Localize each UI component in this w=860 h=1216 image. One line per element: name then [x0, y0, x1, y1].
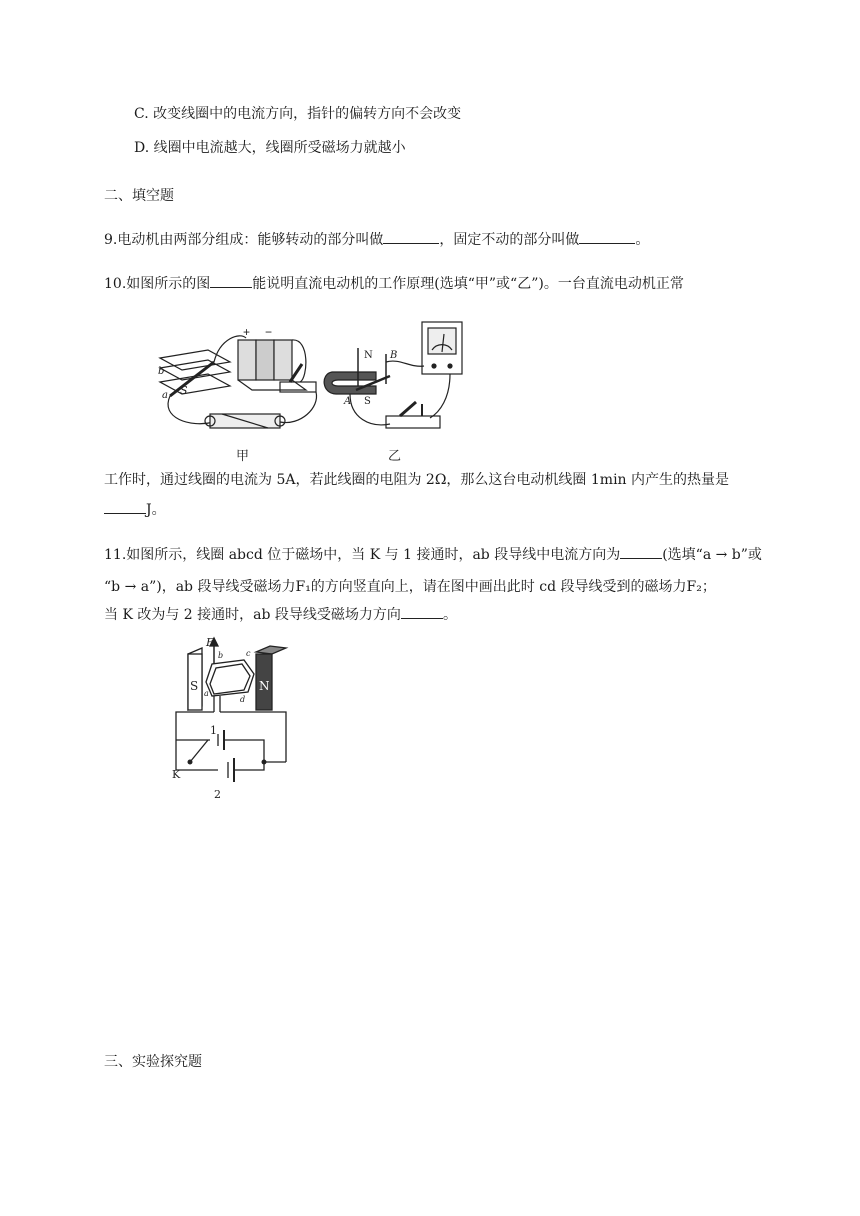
jia-label-b: b	[158, 366, 165, 377]
label-N: N	[259, 679, 270, 693]
q11-figure-svg	[168, 634, 298, 804]
q11-text-1a: 11.如图所示，线圈 abcd 位于磁场中，当 K 与 1 接通时，ab 段导线中电流方向为	[104, 547, 621, 563]
q10-figure-svg	[150, 318, 470, 466]
question-9	[104, 229, 649, 250]
question-11-line-1	[104, 544, 762, 565]
jia-label-a: a	[162, 390, 168, 401]
figure-label-yi: 乙	[388, 449, 402, 464]
question-10-line-3	[104, 499, 166, 520]
question-11-line-2: “b → a”)，ab 段导线受磁场力F₁的方向竖直向上，请在图中画出此时 cd 段导线受到的磁场力F₂；	[104, 579, 716, 595]
figure-label-jia: 甲	[236, 449, 250, 464]
q11-blank-2[interactable]	[401, 604, 443, 619]
option-d: D. 线圈中电流越大，线圈所受磁场力就越小	[134, 140, 406, 156]
yi-label-B: B	[390, 350, 398, 361]
question-11-line-3	[104, 604, 457, 625]
q10-text-2: 能说明直流电动机的工作原理(选填“甲”或“乙”)。一台直流电动机正常	[252, 276, 684, 292]
q11-text-3b: 。	[442, 607, 457, 623]
label-d: d	[240, 695, 246, 704]
q10-text-1: 10.如图所示的图	[104, 276, 211, 292]
question-10-line-2: 工作时，通过线圈的电流为 5A，若此线圈的电阻为 2Ω，那么这台电动机线圈 1min 内产生的热量是	[104, 472, 730, 488]
label-F: F	[206, 636, 214, 649]
q9-blank-2[interactable]	[579, 229, 635, 244]
label-a: a	[204, 689, 209, 698]
label-1: 1	[210, 724, 217, 737]
question-10-line-1	[104, 273, 684, 294]
q9-text-3: 。	[635, 232, 650, 248]
yi-label-N: N	[364, 350, 373, 361]
label-S: S	[190, 679, 199, 693]
label-b: b	[218, 651, 224, 660]
q9-blank-1[interactable]	[383, 229, 439, 244]
q10-figure	[150, 318, 470, 466]
q9-text-1: 9.电动机由两部分组成：能够转动的部分叫做	[104, 232, 384, 248]
battery-plus-label: +	[243, 325, 251, 339]
q10-blank-2[interactable]	[104, 499, 146, 514]
yi-label-S: S	[364, 396, 371, 407]
jia-label-S: S	[180, 384, 188, 397]
q11-figure	[168, 634, 298, 804]
q11-text-1b: (选填“a → b”或	[662, 547, 762, 563]
section-experiment-heading: 三、实验探究题	[104, 1054, 202, 1070]
q9-text-2: ，固定不动的部分叫做	[439, 232, 580, 248]
label-2: 2	[214, 788, 221, 801]
q10-blank-1[interactable]	[210, 273, 252, 288]
battery-minus-label: −	[265, 325, 273, 339]
jia-apparatus	[160, 336, 317, 428]
q10-text-4: J。	[146, 502, 166, 518]
section-fill-heading: 二、填空题	[104, 188, 174, 204]
yi-label-A: A	[344, 396, 352, 407]
q11-blank-1[interactable]	[620, 544, 662, 559]
option-c: C. 改变线圈中的电流方向，指针的偏转方向不会改变	[134, 106, 462, 122]
label-K: K	[172, 768, 181, 781]
label-c: c	[246, 649, 251, 658]
yi-apparatus	[324, 322, 462, 428]
q11-text-3a: 当 K 改为与 2 接通时，ab 段导线受磁场力方向	[104, 607, 401, 623]
